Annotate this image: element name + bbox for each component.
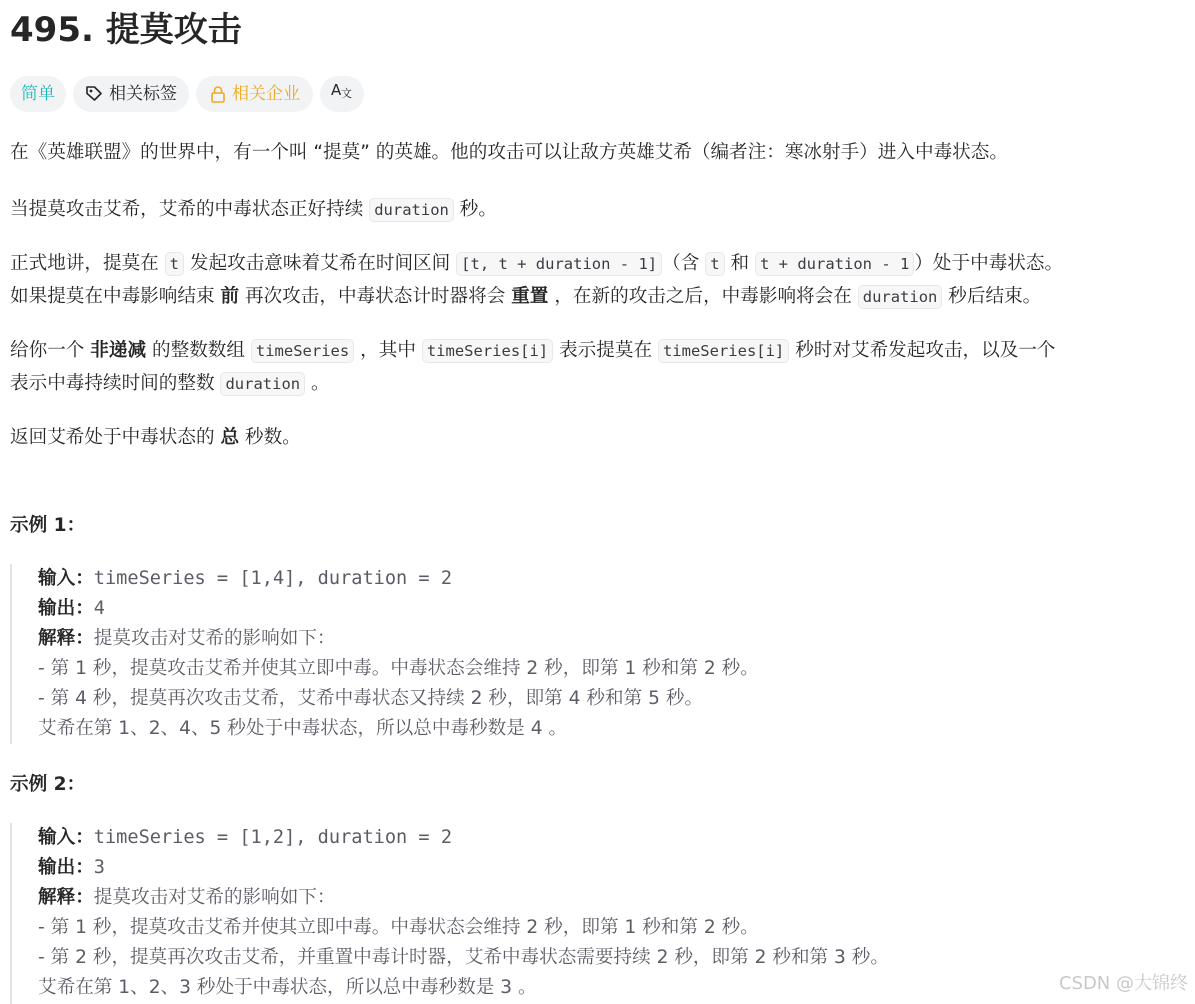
- related-topics-button[interactable]: [73, 76, 189, 112]
- example-explanation: 解释：提莫攻击对艾希的影响如下：: [38, 887, 336, 908]
- example-2-title: 示例 2：: [10, 774, 86, 795]
- inline-code: duration: [858, 285, 943, 309]
- description-paragraph-4b: 表示中毒持续时间的整数 duration 。: [10, 373, 330, 394]
- translate-toggle-button[interactable]: [320, 76, 364, 112]
- example-1-block: [10, 564, 759, 744]
- example-1-title: 示例 1：: [10, 515, 86, 536]
- description-paragraph-4: 给你一个 非递减 的整数数组 timeSeries ，其中 timeSeries[i] 表示提莫在 timeSeries[i] 秒时对艾希发起攻击，以及一个: [10, 340, 1056, 361]
- description-paragraph-3b: 如果提莫在中毒影响结束 前 再次攻击，中毒状态计时器将会 重置 ，在新的攻击之后，中毒影响将会在 duration 秒后结束。: [10, 286, 1042, 307]
- example-explanation-line: 艾希在第 1、2、4、5 秒处于中毒状态，所以总中毒秒数是 4 。: [38, 718, 568, 739]
- example-input: 输入：timeSeries = [1,4], duration = 2: [38, 568, 453, 589]
- example-2-block: [10, 823, 889, 1004]
- example-explanation-line: 艾希在第 1、2、3 秒处于中毒状态，所以总中毒秒数是 3 。: [38, 977, 537, 998]
- inline-code: [t, t + duration - 1]: [456, 252, 662, 276]
- inline-code: t: [705, 252, 724, 276]
- description-paragraph-1: 在《英雄联盟》的世界中，有一个叫 “提莫” 的英雄。他的攻击可以让敌方英雄艾希（编者注：寒冰射手）进入中毒状态。: [10, 142, 1008, 163]
- difficulty-label: 简单: [21, 84, 55, 104]
- inline-code: timeSeries[i]: [658, 339, 789, 363]
- inline-code: duration: [220, 372, 305, 396]
- watermark: CSDN @大锦终: [1058, 973, 1188, 994]
- example-explanation-line: - 第 1 秒，提莫攻击艾希并使其立即中毒。中毒状态会维持 2 秒，即第 1 秒和第 2 秒。: [38, 658, 759, 679]
- related-companies-button[interactable]: [196, 76, 313, 112]
- translate-icon: [331, 76, 353, 112]
- example-explanation-line: - 第 1 秒，提莫攻击艾希并使其立即中毒。中毒状态会维持 2 秒，即第 1 秒和第 2 秒。: [38, 917, 759, 938]
- problem-title: 495. 提莫攻击: [10, 10, 242, 50]
- description-paragraph-3: 正式地讲，提莫在 t 发起攻击意味着艾希在时间区间 [t, t + duration - 1] （含 t 和 t + duration - 1 ）处于中毒状态。: [10, 253, 1064, 274]
- difficulty-badge[interactable]: [10, 76, 66, 112]
- example-explanation: 解释：提莫攻击对艾希的影响如下：: [38, 628, 336, 649]
- related-topics-label: 相关标签: [109, 84, 177, 104]
- example-explanation-line: - 第 4 秒，提莫再次攻击艾希，艾希中毒状态又持续 2 秒，即第 4 秒和第 5 秒。: [38, 688, 704, 709]
- inline-code: t: [165, 252, 184, 276]
- tag-bar: [10, 76, 364, 112]
- inline-code: t + duration - 1: [755, 252, 914, 276]
- example-input: 输入：timeSeries = [1,2], duration = 2: [38, 827, 453, 848]
- inline-code: timeSeries[i]: [422, 339, 553, 363]
- inline-code: duration: [369, 198, 454, 222]
- example-output: 输出：4: [38, 598, 105, 619]
- tag-icon: [85, 85, 103, 103]
- description-paragraph-2: 当提莫攻击艾希，艾希的中毒状态正好持续 duration 秒。: [10, 199, 497, 220]
- example-output: 输出：3: [38, 857, 105, 878]
- description-paragraph-5: 返回艾希处于中毒状态的 总 秒数。: [10, 427, 301, 448]
- svg-text:A: A: [331, 81, 342, 99]
- lock-icon: [210, 85, 226, 103]
- inline-code: timeSeries: [251, 339, 354, 363]
- svg-text:文: 文: [341, 87, 352, 99]
- related-companies-label: 相关企业: [232, 84, 300, 104]
- example-explanation-line: - 第 2 秒，提莫再次攻击艾希，并重置中毒计时器，艾希中毒状态需要持续 2 秒，即第 2 秒和第 3 秒。: [38, 947, 889, 968]
